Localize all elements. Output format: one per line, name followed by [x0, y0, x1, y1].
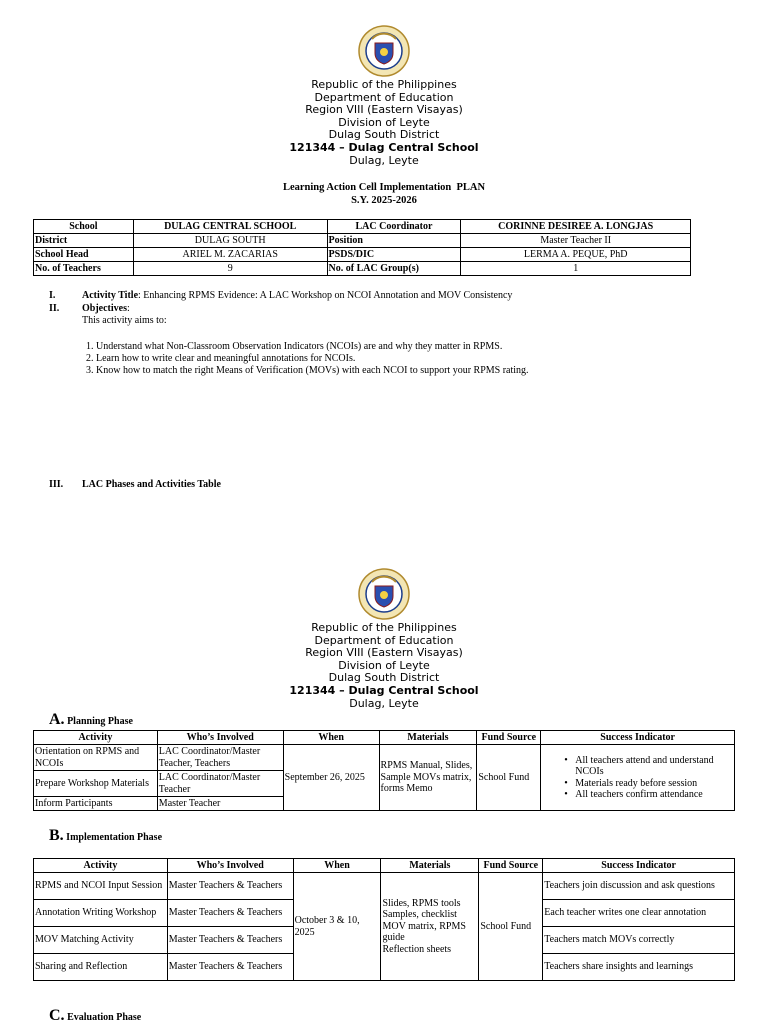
header-block-repeat — [0, 622, 768, 710]
deped-seal-icon — [358, 25, 410, 77]
groups-value: 1 — [461, 262, 691, 276]
table-cell-indicator: Teachers join discussion and ask questions — [543, 873, 735, 900]
list-item: • All teachers confirm attendance — [542, 789, 733, 801]
col-indicator: Success Indicator — [541, 731, 735, 745]
section-1 — [49, 290, 55, 302]
position-label: Position — [327, 234, 461, 248]
table-cell-who: LAC Coordinator/Master Teacher, Teachers — [157, 745, 283, 771]
indicator-list — [542, 755, 733, 801]
school-info-table — [33, 219, 691, 276]
table-cell-activity: Orientation on RPMS and NCOIs — [34, 745, 158, 771]
planning-phase-table — [33, 730, 735, 811]
objectives-block — [82, 303, 702, 377]
table-cell-who: Master Teachers & Teachers — [167, 927, 293, 954]
section-3-label: LAC Phases and Activities Table — [82, 479, 221, 490]
col-when: When — [293, 859, 381, 873]
groups-label: No. of LAC Group(s) — [327, 262, 461, 276]
col-materials: Materials — [379, 731, 477, 745]
header-department: Department of Education — [314, 633, 454, 647]
materials-line: Reflection sheets — [382, 943, 452, 955]
section-2 — [49, 303, 59, 315]
evaluation-phase-heading — [49, 1007, 141, 1025]
school-head-value: ARIEL M. ZACARIAS — [133, 248, 327, 262]
school-year: S.Y. 2025-2026 — [351, 195, 417, 206]
district-value: DULAG SOUTH — [133, 234, 327, 248]
section-2-number: II. — [49, 303, 60, 314]
planning-phase-heading — [49, 711, 133, 729]
table-cell-indicator: Each teacher writes one clear annotation — [543, 900, 735, 927]
deped-seal-icon — [358, 568, 410, 620]
list-item: • All teachers attend and understand NCOIs — [542, 755, 733, 778]
objectives-colon: : — [127, 303, 130, 314]
table-cell-activity: Prepare Workshop Materials — [34, 771, 158, 797]
objectives-list — [82, 341, 702, 377]
teachers-value: 9 — [133, 262, 327, 276]
activity-title-label: Activity Title — [82, 290, 139, 301]
materials-line: MOV matrix, RPMS guide — [382, 920, 466, 944]
table-cell-activity: Sharing and Reflection — [34, 954, 168, 981]
table-cell-materials: RPMS Manual, Slides, Sample MOVs matrix, forms Memo — [379, 745, 477, 811]
header-block — [0, 79, 768, 167]
district-label: District — [34, 234, 134, 248]
table-cell-fund: School Fund — [479, 873, 543, 981]
table-cell-materials — [381, 873, 479, 981]
col-materials: Materials — [381, 859, 479, 873]
section-1-number: I. — [49, 290, 56, 301]
phase-label: Evaluation Phase — [67, 1012, 142, 1023]
header-district: Dulag South District — [328, 671, 440, 685]
col-activity: Activity — [34, 731, 158, 745]
section-3-title — [82, 479, 221, 491]
header-country: Republic of the Philippines — [311, 621, 457, 634]
school-label: School — [34, 220, 134, 234]
school-value: DULAG CENTRAL SCHOOL — [133, 220, 327, 234]
col-activity: Activity — [34, 859, 168, 873]
table-cell-activity: RPMS and NCOI Input Session — [34, 873, 168, 900]
table-cell-who: Master Teachers & Teachers — [167, 954, 293, 981]
objective-item: 1. Understand what Non-Classroom Observation Indicators (NCOIs) are and why they matter in RPMS. — [96, 341, 702, 353]
doc-title: Learning Action Cell Implementation PLAN — [282, 182, 486, 193]
table-cell-fund: School Fund — [477, 745, 541, 811]
implementation-phase-heading — [49, 827, 162, 845]
col-fund: Fund Source — [477, 731, 541, 745]
header-school: 121344 – Dulag Central School — [289, 140, 479, 154]
section-3-number: III. — [49, 479, 64, 490]
table-cell-activity: Inform Participants — [34, 797, 158, 811]
table-cell-activity: MOV Matching Activity — [34, 927, 168, 954]
objective-item: 3. Know how to match the right Means of Verification (MOVs) with each NCOI to support your RPMS rating. — [96, 365, 702, 377]
table-cell-indicator — [541, 745, 735, 811]
table-cell-when: September 26, 2025 — [283, 745, 379, 811]
header-region: Region VIII (Eastern Visayas) — [305, 103, 463, 117]
teachers-label: No. of Teachers — [34, 262, 134, 276]
col-fund: Fund Source — [479, 859, 543, 873]
header-location: Dulag, Leyte — [349, 153, 419, 167]
phase-letter: C. — [49, 1007, 65, 1024]
materials-line: Samples, checklist — [382, 909, 457, 921]
header-location: Dulag, Leyte — [349, 696, 419, 710]
table-cell-who: Master Teachers & Teachers — [167, 900, 293, 927]
list-item: • Materials ready before session — [542, 778, 733, 790]
table-cell-indicator: Teachers share insights and learnings — [543, 954, 735, 981]
col-who: Who’s Involved — [157, 731, 283, 745]
position-value: Master Teacher II — [461, 234, 691, 248]
col-indicator: Success Indicator — [543, 859, 735, 873]
materials-line: Slides, RPMS tools — [382, 897, 461, 909]
header-region: Region VIII (Eastern Visayas) — [305, 646, 463, 660]
phase-label: Implementation Phase — [66, 832, 163, 843]
coordinator-value: CORINNE DESIREE A. LONGJAS — [461, 220, 691, 234]
header-division: Division of Leyte — [338, 115, 430, 129]
activity-title — [82, 290, 702, 302]
coordinator-label: LAC Coordinator — [327, 220, 461, 234]
implementation-phase-table — [33, 858, 735, 981]
phase-letter: A. — [49, 711, 65, 728]
header-department: Department of Education — [314, 90, 454, 104]
header-school: 121344 – Dulag Central School — [289, 683, 479, 697]
col-who: Who’s Involved — [167, 859, 293, 873]
table-cell-when: October 3 & 10, 2025 — [293, 873, 381, 981]
header-division: Division of Leyte — [338, 658, 430, 672]
objectives-label: Objectives — [82, 303, 127, 314]
table-cell-who: Master Teachers & Teachers — [167, 873, 293, 900]
col-when: When — [283, 731, 379, 745]
psds-value: LERMA A. PEQUE, PhD — [461, 248, 691, 262]
objectives-intro: This activity aims to: — [82, 315, 167, 326]
school-head-label: School Head — [34, 248, 134, 262]
document-title — [0, 181, 768, 207]
table-cell-activity: Annotation Writing Workshop — [34, 900, 168, 927]
phase-letter: B. — [49, 827, 64, 844]
activity-title-text: : Enhancing RPMS Evidence: A LAC Workshop on NCOI Annotation and MOV Consistency — [138, 290, 513, 301]
objective-item: 2. Learn how to write clear and meaningful annotations for NCOIs. — [96, 353, 702, 365]
header-country: Republic of the Philippines — [311, 78, 457, 91]
table-cell-who: Master Teacher — [157, 797, 283, 811]
psds-label: PSDS/DIC — [327, 248, 461, 262]
table-cell-who: LAC Coordinator/Master Teacher — [157, 771, 283, 797]
table-cell-indicator: Teachers match MOVs correctly — [543, 927, 735, 954]
section-3 — [49, 479, 63, 491]
header-district: Dulag South District — [328, 128, 440, 142]
phase-label: Planning Phase — [67, 716, 133, 727]
